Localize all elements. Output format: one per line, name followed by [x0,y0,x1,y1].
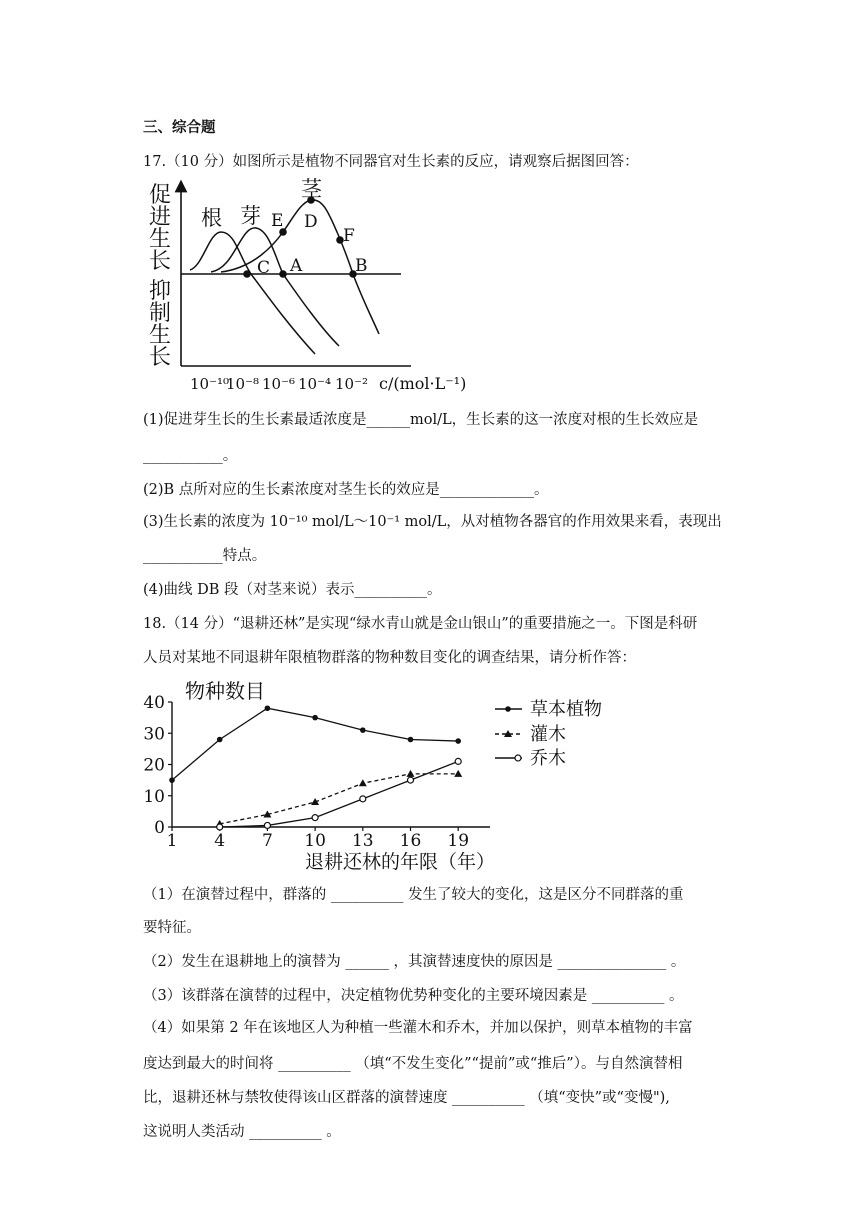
data-point [264,822,270,828]
x-tick-label: 1 [166,831,178,851]
q18-sub3: （3）该群落在演替的过程中，决定植物优势种变化的主要环境因素是 __________ 。 [143,988,684,1004]
data-point [312,715,318,721]
q18-sub4-line1: （4）如果第 2 年在该地区人为种植一些灌木和乔木，并加以保护，则草本植物的丰富 [143,1020,693,1036]
y-label-inhibit-char: 抑 [149,279,172,304]
x-tick-label: 10⁻⁴ [298,375,332,393]
x-tick-label: 7 [261,831,273,851]
species-count-chart [143,672,630,873]
q18-sub4-line3: 比，退耕还林与禁牧使得该山区群落的演替速度 __________ （填“变快”或“变慢"), [143,1090,670,1106]
point-label-b: B [355,256,368,276]
x-tick-label: 4 [214,831,226,851]
data-point [359,779,367,786]
q17-sub4: (4)曲线 DB 段（对茎来说）表示__________。 [143,582,442,598]
x-tick-label: 13 [351,831,374,851]
legend-marker-herb [505,706,511,712]
root-label: 根 [201,206,222,230]
y-tick-label: 20 [143,755,165,776]
chart-x-label: 退耕还林的年限（年） [305,851,496,873]
data-point [360,727,366,733]
data-point [455,738,461,744]
bud-label: 芽 [240,204,261,228]
x-tick-label: 10⁻⁸ [226,375,260,393]
q17-sub3-line1: (3)生长素的浓度为 10⁻¹⁰ mol/L～10⁻¹ mol/L，从对植物各器官的作用效果来看，表现出 [143,514,722,530]
data-point [455,758,461,764]
data-point [360,796,366,802]
y-label-inhibit [149,279,171,370]
x-tick-label: 10⁻² [335,375,369,393]
y-tick-label: 30 [143,724,165,745]
q17-sub1-line2: ___________。 [143,448,238,464]
point-a [279,270,287,278]
data-point [265,705,271,711]
q18-sub2: （2）发生在退耕地上的演替为 ______ ，其演替速度快的原因是 _______________ 。 [143,954,686,970]
data-point [408,777,414,783]
data-point [217,824,223,830]
q18-sub4-line4: 这说明人类活动 __________ 。 [143,1124,341,1140]
q18-stem-line2: 人员对某地不同退耕年限植物群落的物种数目变化的调查结果，请分析作答： [143,650,636,666]
point-label-a: A [290,256,303,276]
point-label-e: E [271,211,284,231]
point-label-d: D [304,212,318,232]
stem-label: 茎 [301,177,322,201]
legend-label-shrub: 灌木 [530,724,566,745]
data-point [217,737,223,743]
point-label-f: F [343,226,355,246]
x-tick-label: 10⁻⁶ [262,375,296,393]
q17-sub2: (2)B 点所对应的生长素浓度对茎生长的效应是_____________。 [143,482,549,498]
x-axis-label: c/(mol·L⁻¹) [379,374,467,393]
x-tick-label: 10 [304,831,326,851]
x-tick-label: 10⁻¹⁰ [190,375,230,393]
q18-sub1-line2: 要特征。 [143,920,201,936]
point-label-c: C [257,258,271,278]
y-tick-label: 0 [154,818,165,838]
chart-legend [495,699,602,769]
y-label-promote-char: 生 [149,227,172,252]
bud-curve [211,228,339,346]
data-point [312,815,318,821]
y-label-inhibit-char: 生 [149,323,172,348]
auxin-response-figure [143,176,513,398]
y-tick-label: 10 [143,786,165,807]
y-label-inhibit-char: 制 [149,301,172,326]
y-label-promote-char: 长 [149,249,172,274]
data-point [408,737,414,743]
y-label-promote-char: 进 [149,205,172,230]
series-line-1 [220,774,459,824]
q17-sub1-line1: (1)促进芽生长的生长素最适浓度是______mol/L，生长素的这一浓度对根的生长效应是 [143,412,699,428]
q17-stem: 17.（10 分）如图所示是植物不同器官对生长素的反应，请观察后据图回答： [143,154,639,170]
q17-sub3-line2: ___________特点。 [143,548,267,564]
y-label-promote-char: 促 [149,183,172,208]
legend-marker-tree [515,755,521,761]
x-tick-label: 16 [399,831,422,851]
section-title: 三、综合题 [143,119,216,136]
q18-sub1-line1: （1）在演替过程中，群落的 __________ 发生了较大的变化，这是区分不同群落的重 [143,887,684,903]
y-label-inhibit-char: 长 [149,345,172,370]
chart-title: 物种数目 [185,679,265,703]
data-point [169,777,175,783]
legend-label-tree: 乔木 [530,748,566,769]
y-tick-label: 40 [143,693,165,713]
point-c [243,270,251,278]
y-label-promote [149,183,171,274]
q18-sub4-line2: 度达到最大的时间将 __________ （填“不发生变化”“提前”或“推后”）。与自然演替相 [143,1056,683,1072]
data-point [454,770,462,777]
legend-label-herb: 草本植物 [530,699,602,720]
q18-stem-line1: 18.（14 分）“退耕还林”是实现“绿水青山就是金山银山”的重要措施之一。下图是科研 [143,616,698,632]
x-tick-label: 19 [447,831,470,851]
data-point [407,770,415,777]
